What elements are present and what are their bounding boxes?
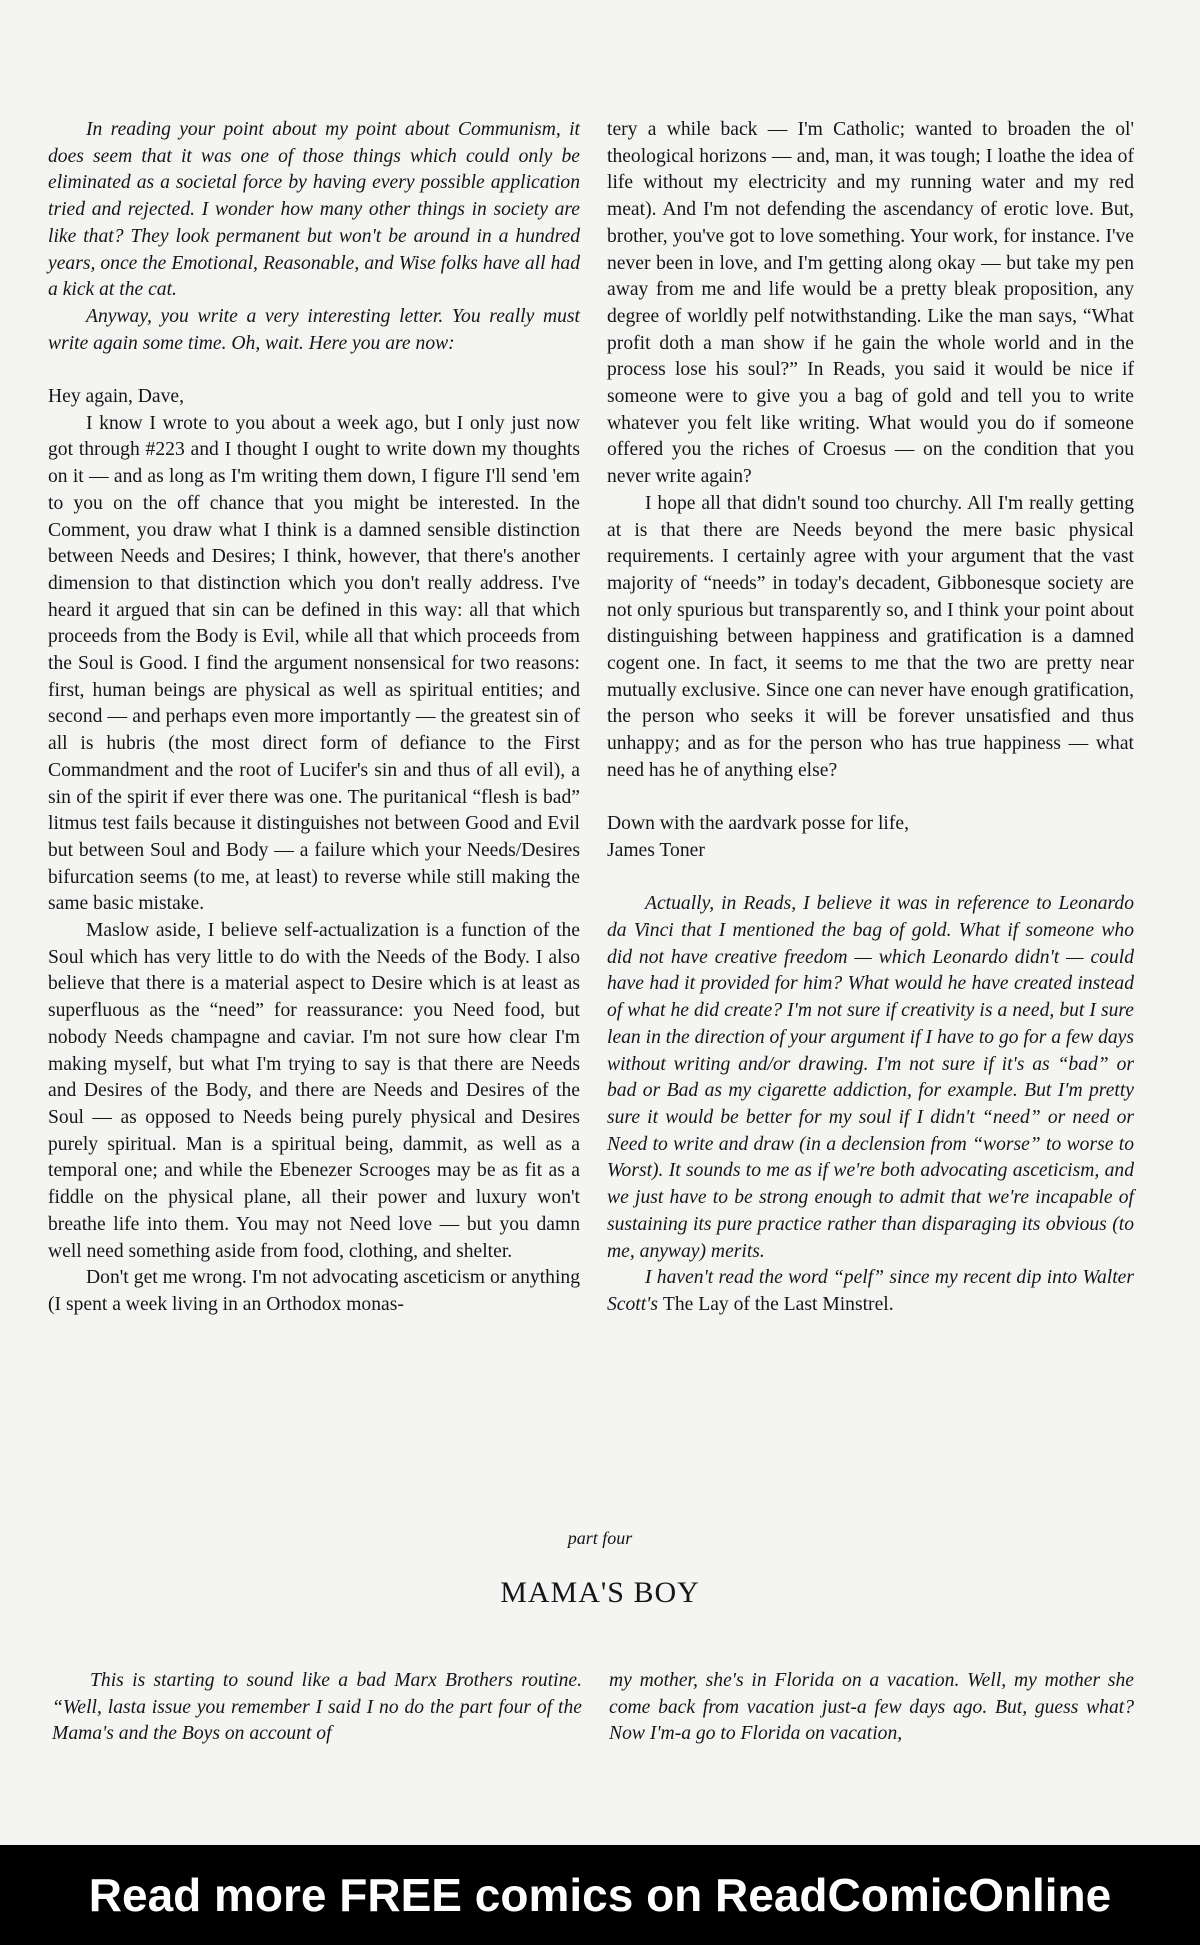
promo-banner[interactable] <box>0 1845 1200 1945</box>
letter-signoff: Down with the aardvark posse for life, <box>607 813 909 835</box>
editor-reply-final <box>607 1265 1134 1318</box>
letter-signature: James Toner <box>607 839 705 861</box>
section-title: MAMA'S BOY <box>500 1576 700 1609</box>
letter-paragraph: Maslow aside, I believe self-actualization is a function of the Soul which has very little to do with the Needs of the Body. I also believe that there is a material aspect to Desire which is at least as superfluous as the “need” for reassurance: you Need food, but nobody Needs champagne and caviar. I'm not sure how clear I'm making myself, but what I'm trying to say is that there are Needs and Desires of the Body, and there are Needs and Desires of the Soul — as opposed to Needs being purely physical and Desires purely spiritual. Man is a spiritual being, dammit, as well as a temporal one; and while the Ebenezer Scrooges may be as fit as a fiddle on the physical plane, all their power and luxury won't breathe life into them. You may not Need love — but you damn well need something aside from food, clothing, and shelter. <box>48 920 580 1262</box>
editor-intro-paragraph: Anyway, you write a very interesting letter. You really must write again some time. Oh, wait. Here you are now: <box>48 305 580 354</box>
letter-paragraph: Don't get me wrong. I'm not advocating asceticism or anything (I spent a week living in an Orthodox monas- <box>48 1267 580 1315</box>
promo-banner-text[interactable]: Read more FREE comics on ReadComicOnline <box>88 1869 1112 1921</box>
letter-salutation: Hey again, Dave, <box>48 386 185 408</box>
letter-paragraph: I know I wrote to you about a week ago, but I only just now got through #223 and I thought I ought to write down my thoughts on it — and as long as I'm writing them down, I figure I'll send 'em to you on the off chance that you might be interested. In the Comment, you draw what I think is a damned sensible distinction between Needs and Desires; I think, however, that there's another dimension to that distinction which you don't really address. I've heard it argued that sin can be defined in this way: all that which proceeds from the Body is Evil, while all that which proceeds from the Soul is Good. I find the argument nonsensical for two reasons: first, human beings are physical as well as spiritual entities; and second — and perhaps even more importantly — the greatest sin of all is hubris (the most direct form of defiance to the First Commandment and the root of Lucifer's sin and thus of all evil), a sin of the spirit if ever there was one. The puritanical “flesh is bad” litmus test fails because it distinguishes not between Good and Evil but between Soul and Body — a failure which your Needs/Desires bifurcation seems (to me, at least) to reverse while still making the same basic mistake. <box>48 412 580 915</box>
section-part-label: part four <box>567 1528 633 1548</box>
letter-column-right <box>607 117 1134 1319</box>
letter-paragraph: I hope all that didn't sound too churchy. All I'm really getting at is that there are Needs beyond the mere basic physical requirements. I certainly agree with your argument that the vast majority of “needs” in today's decadent, Gibbonesque society are not only spurious but transparently so, and I think your point about distinguishing between happiness and gratification is a damned cogent one. In fact, it seems to me that the two are pretty near mutually exclusive. Since one can never have enough gratification, the person who seeks it will be forever unsatisfied and thus unhappy; and as for the person who has true happiness — what need has he of anything else? <box>607 492 1134 781</box>
section-intro-continuation: my mother, she's in Florida on a vacation. Well, my mother she come back from vacation just-a few days ago. But, guess what? Now I'm-a go to Florida on vacation, <box>609 1670 1134 1745</box>
editor-intro-paragraph: In reading your point about my point about Communism, it does seem that it was one of those things which could only be eliminated as a societal force by having every possible application tried and rejected. I wonder how many other things in society are like that? They look permanent but won't be around in a hundred years, once the Emotional, Reasonable, and Wise folks have all had a kick at the cat. <box>48 119 580 301</box>
section-intro-paragraph: This is starting to sound like a bad Marx Brothers routine. “Well, lasta issue you remember I said I no do the part four of the Mama's and the Boys on account of <box>52 1670 582 1745</box>
letter-continuation: tery a while back — I'm Catholic; wanted to broaden the ol' theological horizons — and, man, it was tough; I loathe the idea of life without my electricity and my running water and my red meat). And I'm not defending the ascendancy of erotic love. But, brother, you've got to love something. Your work, for instance. I've never been in love, and I'm getting along okay — but take my pen away from me and life would be a pretty bleak proposition, any degree of worldly pelf notwithstanding. Like the man says, “What profit doth a man show if he gain the whole world and in the process lose his soul?” In Reads, you said it would be nice if someone were to give you a bag of gold and tell you to write whatever you felt like writing. What would you do if someone offered you the riches of Croesus — on the condition that you never write again? <box>607 119 1134 488</box>
letter-column-left <box>48 117 580 1319</box>
section-intro-left <box>52 1668 582 1748</box>
editor-reply-final-text: I haven't read the word “pelf” since my recent dip into Walter Scott's <box>607 1267 1134 1315</box>
editor-reply-paragraph: Actually, in Reads, I believe it was in reference to Leonardo da Vinci that I mentioned the bag of gold. What if someone who did not have creative freedom — which Leonardo didn't — could have had it provided for him? What would he have created instead of what he did create? I'm not sure if creativity is a need, but I sure lean in the direction of your argument if I have to go for a few days without writing and/or drawing. I'm not sure if it's as “bad” or bad or Bad as my cigarette addiction, for example. But I'm pretty sure it would be better for my soul if I didn't “need” or need or Need to write and draw (in a declension from “worse” to worse to Worst). It sounds to me as if we're both advocating asceticism, and we just have to be strong enough to admit that we're incapable of sustaining its pure practice rather than disparaging its obvious (to me, anyway) merits. <box>607 893 1134 1262</box>
book-title: The Lay of the Last Minstrel. <box>662 1293 894 1315</box>
section-intro-right <box>609 1668 1134 1748</box>
